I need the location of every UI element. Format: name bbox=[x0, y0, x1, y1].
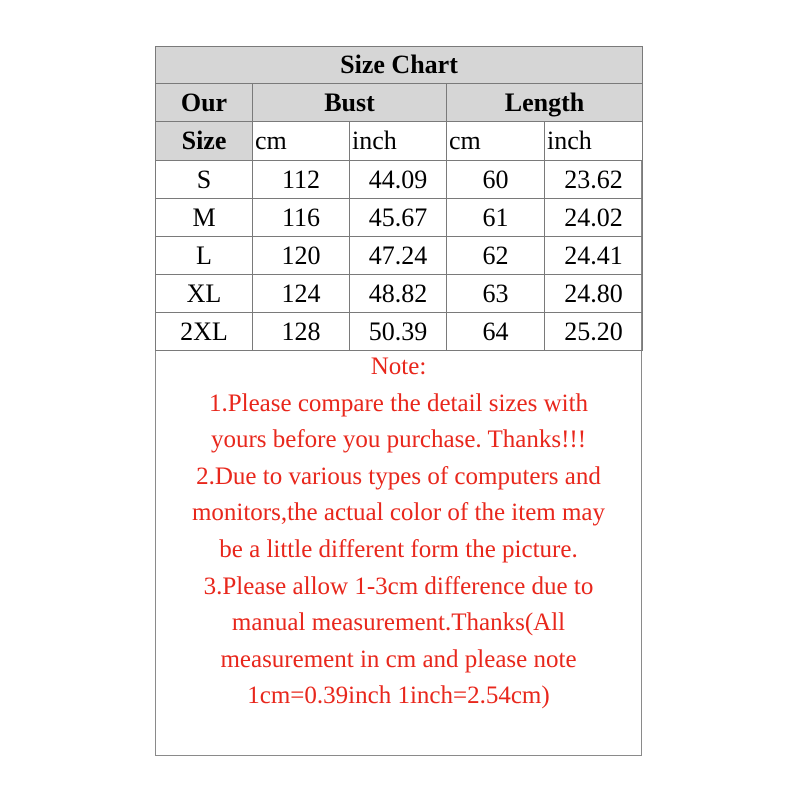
note-line: 1.Please compare the detail sizes with bbox=[208, 389, 589, 417]
length-inch-cell: 24.41 bbox=[545, 237, 643, 275]
bust-inch-cell: 48.82 bbox=[350, 275, 447, 313]
unit-row bbox=[156, 122, 643, 161]
note-line: manual measurement.Thanks(All bbox=[231, 609, 566, 637]
note-line: yours before you purchase. Thanks!!! bbox=[210, 426, 587, 454]
bust-inch-cell: 44.09 bbox=[350, 161, 447, 199]
length-cm-cell: 62 bbox=[447, 237, 545, 275]
length-inch-cell: 24.80 bbox=[545, 275, 643, 313]
bust-cm-unit: cm bbox=[253, 122, 350, 161]
length-header: Length bbox=[447, 84, 643, 122]
table-row bbox=[156, 275, 643, 313]
length-inch-cell: 23.62 bbox=[545, 161, 643, 199]
chart-title: Size Chart bbox=[156, 47, 643, 84]
length-inch-cell: 25.20 bbox=[545, 313, 643, 351]
size-cell: S bbox=[156, 161, 253, 199]
note-heading: Note: bbox=[370, 353, 427, 380]
notes-block bbox=[156, 349, 641, 715]
size-cell: 2XL bbox=[156, 313, 253, 351]
size-chart-sheet bbox=[155, 46, 642, 756]
note-line: measurement in cm and please note bbox=[220, 645, 577, 673]
bust-inch-unit: inch bbox=[350, 122, 447, 161]
header-row bbox=[156, 84, 643, 122]
length-cm-cell: 61 bbox=[447, 199, 545, 237]
bust-cm-cell: 112 bbox=[253, 161, 350, 199]
size-cell: L bbox=[156, 237, 253, 275]
bust-inch-cell: 50.39 bbox=[350, 313, 447, 351]
note-line: be a little different form the picture. bbox=[219, 535, 578, 563]
length-cm-cell: 60 bbox=[447, 161, 545, 199]
our-size-header-top: Our bbox=[156, 84, 253, 122]
length-cm-cell: 64 bbox=[447, 313, 545, 351]
size-chart-table bbox=[155, 46, 643, 351]
length-cm-cell: 63 bbox=[447, 275, 545, 313]
bust-header: Bust bbox=[253, 84, 447, 122]
note-line: monitors,the actual color of the item may bbox=[191, 499, 606, 527]
table-row bbox=[156, 237, 643, 275]
bust-cm-cell: 116 bbox=[253, 199, 350, 237]
note-line: 2.Due to various types of computers and bbox=[196, 462, 601, 490]
bust-inch-cell: 47.24 bbox=[350, 237, 447, 275]
size-cell: M bbox=[156, 199, 253, 237]
bust-cm-cell: 124 bbox=[253, 275, 350, 313]
note-line: 1cm=0.39inch 1inch=2.54cm) bbox=[247, 682, 550, 710]
bust-cm-cell: 128 bbox=[253, 313, 350, 351]
table-row bbox=[156, 313, 643, 351]
note-line: 3.Please allow 1-3cm difference due to bbox=[203, 572, 594, 600]
our-size-header-bottom: Size bbox=[156, 122, 253, 161]
table-row bbox=[156, 161, 643, 199]
length-inch-cell: 24.02 bbox=[545, 199, 643, 237]
length-inch-unit: inch bbox=[545, 122, 643, 161]
size-cell: XL bbox=[156, 275, 253, 313]
title-row bbox=[156, 47, 643, 84]
bust-inch-cell: 45.67 bbox=[350, 199, 447, 237]
table-row bbox=[156, 199, 643, 237]
bust-cm-cell: 120 bbox=[253, 237, 350, 275]
length-cm-unit: cm bbox=[447, 122, 545, 161]
